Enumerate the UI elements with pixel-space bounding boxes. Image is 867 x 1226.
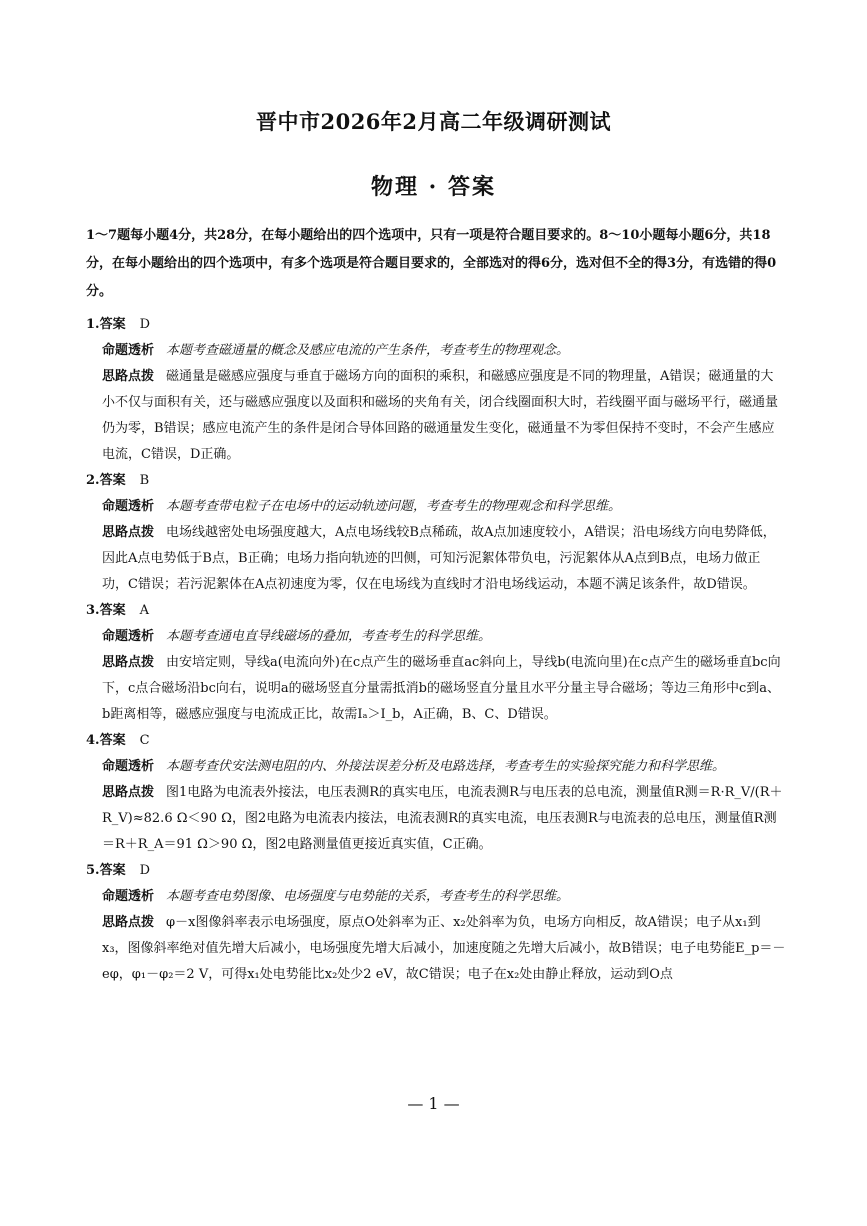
answer-label: 答案	[99, 317, 126, 332]
question-block	[86, 728, 786, 858]
hint-text: 图1电路为电流表外接法，电压表测R的真实电压，电流表测R与电压表的总电流，测量值R测＝R·R_V/(R＋R_V)≈82.6 Ω＜90 Ω，图2电路为电流表内接法，电流表测R的真实电流，电压表测R与电流表的总电压，测量值R测＝R＋R_A＝91 Ω＞90 Ω，图2电路测量值更接近真实值，C正确。	[102, 785, 783, 852]
question-block	[86, 468, 786, 598]
hint-paragraph	[102, 910, 786, 988]
focus-text: 本题考查磁通量的概念及感应电流的产生条件，考查考生的物理观念。	[166, 343, 570, 358]
focus-line	[102, 338, 786, 364]
answer-line	[86, 858, 786, 884]
hint-paragraph	[102, 520, 786, 598]
hint-paragraph	[102, 780, 786, 858]
focus-label: 命题透析	[102, 759, 155, 774]
answer-label: 答案	[99, 863, 126, 878]
hint-label: 思路点拨	[102, 525, 155, 540]
focus-label: 命题透析	[102, 343, 155, 358]
answer-label: 答案	[99, 473, 126, 488]
question-number: 3.	[86, 603, 100, 618]
answer-line	[86, 728, 786, 754]
hint-paragraph	[102, 650, 786, 728]
focus-text: 本题考查带电粒子在电场中的运动轨迹问题，考查考生的物理观念和科学思维。	[166, 499, 622, 514]
answer-value: D	[139, 317, 151, 332]
focus-line	[102, 624, 786, 650]
question-block	[86, 312, 786, 468]
answer-line	[86, 468, 786, 494]
page-number: — 1 —	[407, 1094, 460, 1113]
hint-text: φ－x图像斜率表示电场强度，原点O处斜率为正、x₂处斜率为负，电场方向相反，故A错误；电子从x₁到x₃，图像斜率绝对值先增大后减小，电场强度先增大后减小，加速度随之先增大后减小，故B错误；电子电势能E_p＝－eφ，φ₁－φ₂＝2 V，可得x₁处电势能比x₂处少2 eV，故C错误；电子在x₂处由静止释放，运动到O点	[102, 915, 786, 982]
focus-line	[102, 884, 786, 910]
answer-value: A	[139, 603, 149, 618]
hint-label: 思路点拨	[102, 785, 155, 800]
hint-paragraph	[102, 364, 786, 468]
answer-line	[86, 598, 786, 624]
answer-value: D	[139, 863, 151, 878]
question-number: 1.	[86, 317, 100, 332]
focus-text: 本题考查电势图像、电场强度与电势能的关系，考查考生的科学思维。	[166, 889, 570, 904]
hint-text: 电场线越密处电场强度越大，A点电场线较B点稀疏，故A点加速度较小，A错误；沿电场线方向电势降低，因此A点电势低于B点，B正确；电场力指向轨迹的凹侧，可知污泥絮体带负电，污泥絮体从A点到B点，电场力做正功，C错误；若污泥絮体在A点初速度为零，仅在电场线为直线时才沿电场线运动，本题不满足该条件，故D错误。	[102, 525, 776, 592]
focus-label: 命题透析	[102, 889, 155, 904]
answer-label: 答案	[99, 733, 126, 748]
question-block	[86, 598, 786, 728]
answer-line	[86, 312, 786, 338]
focus-text: 本题考查通电直导线磁场的叠加，考查考生的科学思维。	[166, 629, 492, 644]
question-number: 4.	[86, 733, 100, 748]
page-subtitle: 物理 · 答案	[371, 174, 496, 200]
page-title: 晋中市2026年2月高二年级调研测试	[255, 109, 612, 134]
focus-line	[102, 494, 786, 520]
hint-text: 磁通量是磁感应强度与垂直于磁场方向的面积的乘积，和磁感应强度是不同的物理量，A错误；磁通量的大小不仅与面积有关，还与磁感应强度以及面积和磁场的夹角有关，闭合线圈面积大时，若线圈平面与磁场平行，磁通量仍为零，B错误；感应电流产生的条件是闭合导体回路的磁通量发生变化，磁通量不为零但保持不变时，不会产生感应电流，C错误，D正确。	[102, 369, 779, 462]
question-number: 2.	[86, 473, 100, 488]
answer-value: B	[139, 473, 150, 488]
focus-label: 命题透析	[102, 629, 155, 644]
question-block	[86, 858, 786, 988]
answer-label: 答案	[99, 603, 126, 618]
hint-label: 思路点拨	[102, 655, 155, 670]
focus-label: 命题透析	[102, 499, 155, 514]
hint-label: 思路点拨	[102, 915, 155, 930]
answer-list	[86, 312, 786, 988]
focus-text: 本题考查伏安法测电阻的内、外接法误差分析及电路选择，考查考生的实验探究能力和科学思维。	[166, 759, 726, 774]
focus-line	[102, 754, 786, 780]
hint-text: 由安培定则，导线a(电流向外)在c点产生的磁场垂直ac斜向上，导线b(电流向里)在c点产生的磁场垂直bc向下，c点合磁场沿bc向右，说明a的磁场竖直分量需抵消b的磁场竖直分量且水平分量主导合磁场；等边三角形中c到a、b距离相等，磁感应强度与电流成正比，故需Iₐ＞I_b，A正确，B、C、D错误。	[102, 655, 781, 722]
hint-label: 思路点拨	[102, 369, 155, 384]
answer-value: C	[139, 733, 150, 748]
question-number: 5.	[86, 863, 100, 878]
scoring-intro: 1～7题每小题4分，共28分，在每小题给出的四个选项中，只有一项是符合题目要求的。8～10小题每小题6分，共18分，在每小题给出的四个选项中，有多个选项是符合题目要求的，全部选对的得6分，选对但不全的得3分，有选错的得0分。	[86, 228, 777, 299]
